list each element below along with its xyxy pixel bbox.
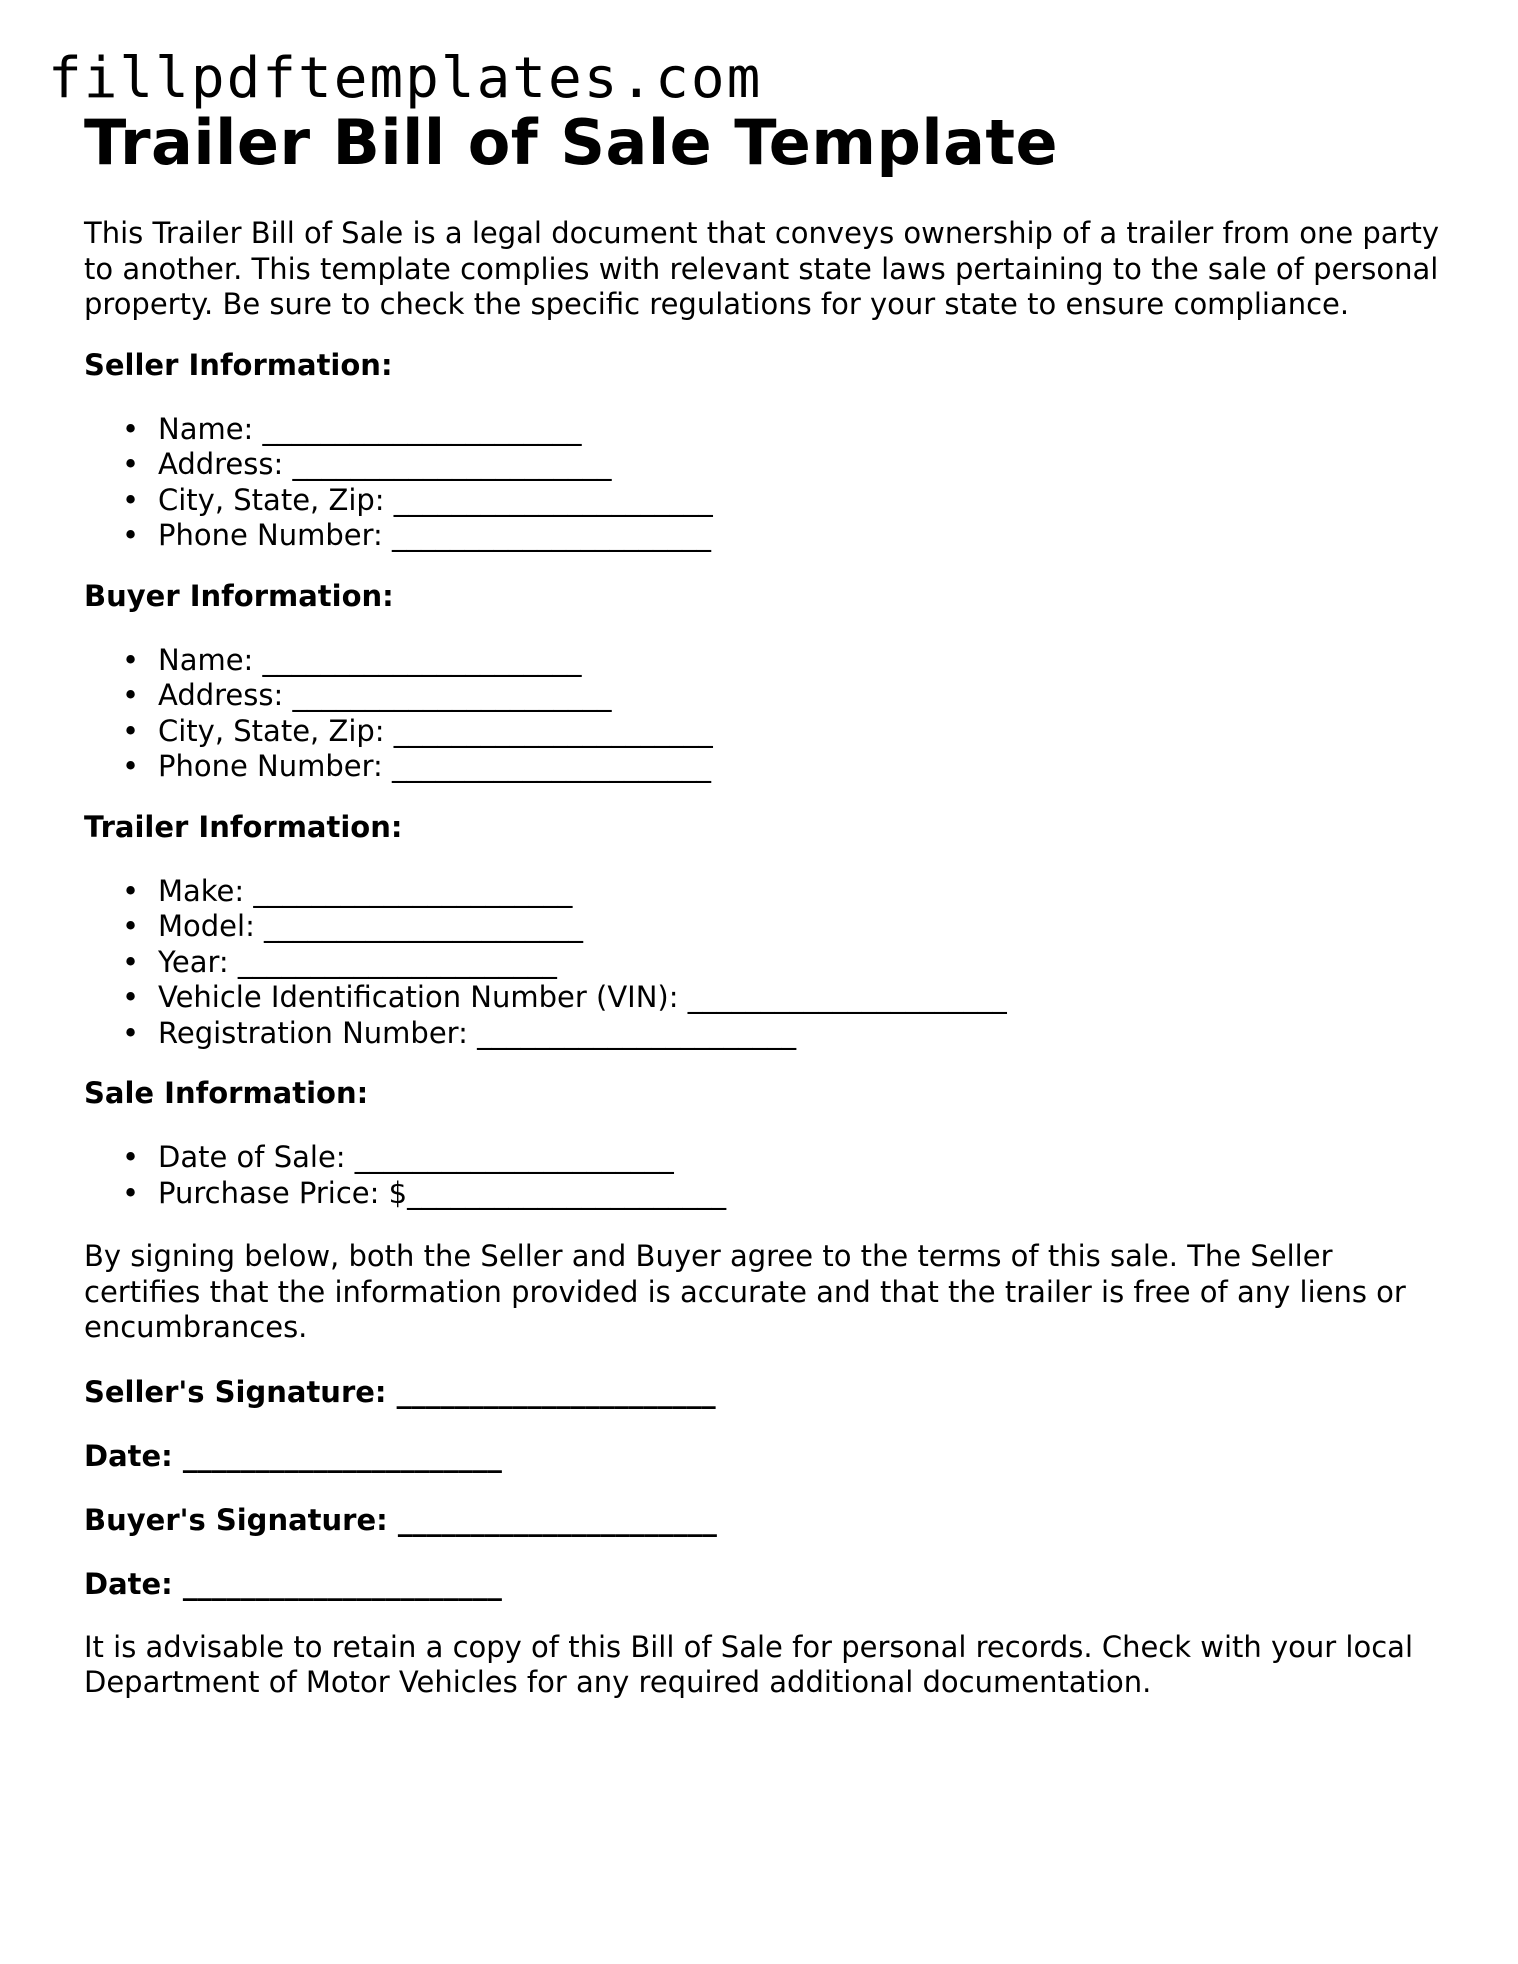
document-title: Trailer Bill of Sale Template — [84, 106, 1059, 179]
buyer-section-heading: Buyer Information: — [84, 578, 394, 613]
trailer-section-heading: Trailer Information: — [84, 809, 403, 844]
bullet-icon: • — [122, 518, 140, 552]
sale-fields-list — [84, 1140, 1454, 1211]
agreement-paragraph: By signing below, both the Seller and Buyer agree to the terms of this sale. The Seller certifies that the information provided is accurate and that the trailer is free of any liens or encumbrances. — [84, 1239, 1406, 1344]
trailer-fields-list — [84, 874, 1454, 1052]
bullet-icon: • — [122, 1175, 140, 1210]
bullet-icon: • — [122, 944, 140, 979]
bullet-icon: • — [122, 713, 140, 748]
buyer-city-state-zip-field[interactable] — [122, 714, 1454, 750]
seller-phone-field[interactable] — [122, 518, 1454, 554]
intro-paragraph: This Trailer Bill of Sale is a legal document that conveys ownership of a trailer from one party to another. This template complies with relevant state laws pertaining to the sale of personal property. Be sure to check the specific regulations for your state to ensure compliance. — [84, 216, 1440, 321]
field-label: Vehicle Identification Number (VIN): ______________________ — [158, 980, 1007, 1014]
field-label: Name: ______________________ — [158, 642, 582, 677]
bullet-icon: • — [122, 447, 140, 481]
field-label: City, State, Zip: ______________________ — [158, 713, 713, 748]
trailer-model-field[interactable] — [122, 909, 1454, 945]
sale-section-heading: Sale Information: — [84, 1076, 369, 1110]
trailer-registration-field[interactable] — [122, 1016, 1454, 1052]
bullet-icon: • — [122, 749, 140, 783]
buyer-address-field[interactable] — [122, 678, 1454, 714]
trailer-vin-field[interactable] — [122, 980, 1454, 1016]
field-label: Model: ______________________ — [158, 909, 584, 943]
field-label: Purchase Price: $______________________ — [158, 1175, 727, 1210]
buyer-fields-list — [84, 643, 1454, 785]
seller-name-field[interactable] — [122, 412, 1454, 448]
bullet-icon: • — [122, 980, 140, 1014]
field-label: Make: ______________________ — [158, 873, 573, 908]
bullet-icon: • — [122, 642, 140, 677]
buyer-name-field[interactable] — [122, 643, 1454, 679]
field-label: Address: ______________________ — [158, 678, 612, 712]
field-label: Name: ______________________ — [158, 411, 582, 446]
seller-city-state-zip-field[interactable] — [122, 483, 1454, 519]
field-label: Phone Number: ______________________ — [158, 749, 712, 783]
trailer-year-field[interactable] — [122, 945, 1454, 981]
purchase-price-field[interactable] — [122, 1176, 1454, 1212]
field-label: Registration Number: ______________________ — [158, 1015, 797, 1050]
field-label: City, State, Zip: ______________________ — [158, 482, 713, 517]
trailer-make-field[interactable] — [122, 874, 1454, 910]
buyer-signature-line[interactable]: Buyer's Signature: ______________________ — [84, 1502, 717, 1537]
bullet-icon: • — [122, 1140, 140, 1174]
field-label: Phone Number: ______________________ — [158, 518, 712, 552]
bullet-icon: • — [122, 678, 140, 712]
sale-date-field[interactable] — [122, 1140, 1454, 1176]
site-watermark: fillpdftemplates.com — [48, 46, 763, 111]
bullet-icon: • — [122, 1015, 140, 1050]
seller-section-heading: Seller Information: — [84, 347, 393, 382]
bullet-icon: • — [122, 909, 140, 943]
field-label: Date of Sale: ______________________ — [158, 1140, 674, 1174]
field-label: Year: ______________________ — [158, 944, 557, 979]
seller-date-line[interactable]: Date: ______________________ — [84, 1438, 502, 1473]
bullet-icon: • — [122, 411, 140, 446]
seller-fields-list — [84, 412, 1454, 554]
seller-address-field[interactable] — [122, 447, 1454, 483]
buyer-date-line[interactable]: Date: ______________________ — [84, 1566, 502, 1601]
document-body — [84, 100, 1454, 1701]
buyer-phone-field[interactable] — [122, 749, 1454, 785]
seller-signature-line[interactable]: Seller's Signature: ______________________ — [84, 1374, 716, 1409]
field-label: Address: ______________________ — [158, 447, 612, 481]
bullet-icon: • — [122, 482, 140, 517]
closing-paragraph: It is advisable to retain a copy of this Bill of Sale for personal records. Check with your local Department of Motor Vehicles for any required additional documentation. — [84, 1629, 1414, 1699]
bullet-icon: • — [122, 873, 140, 908]
